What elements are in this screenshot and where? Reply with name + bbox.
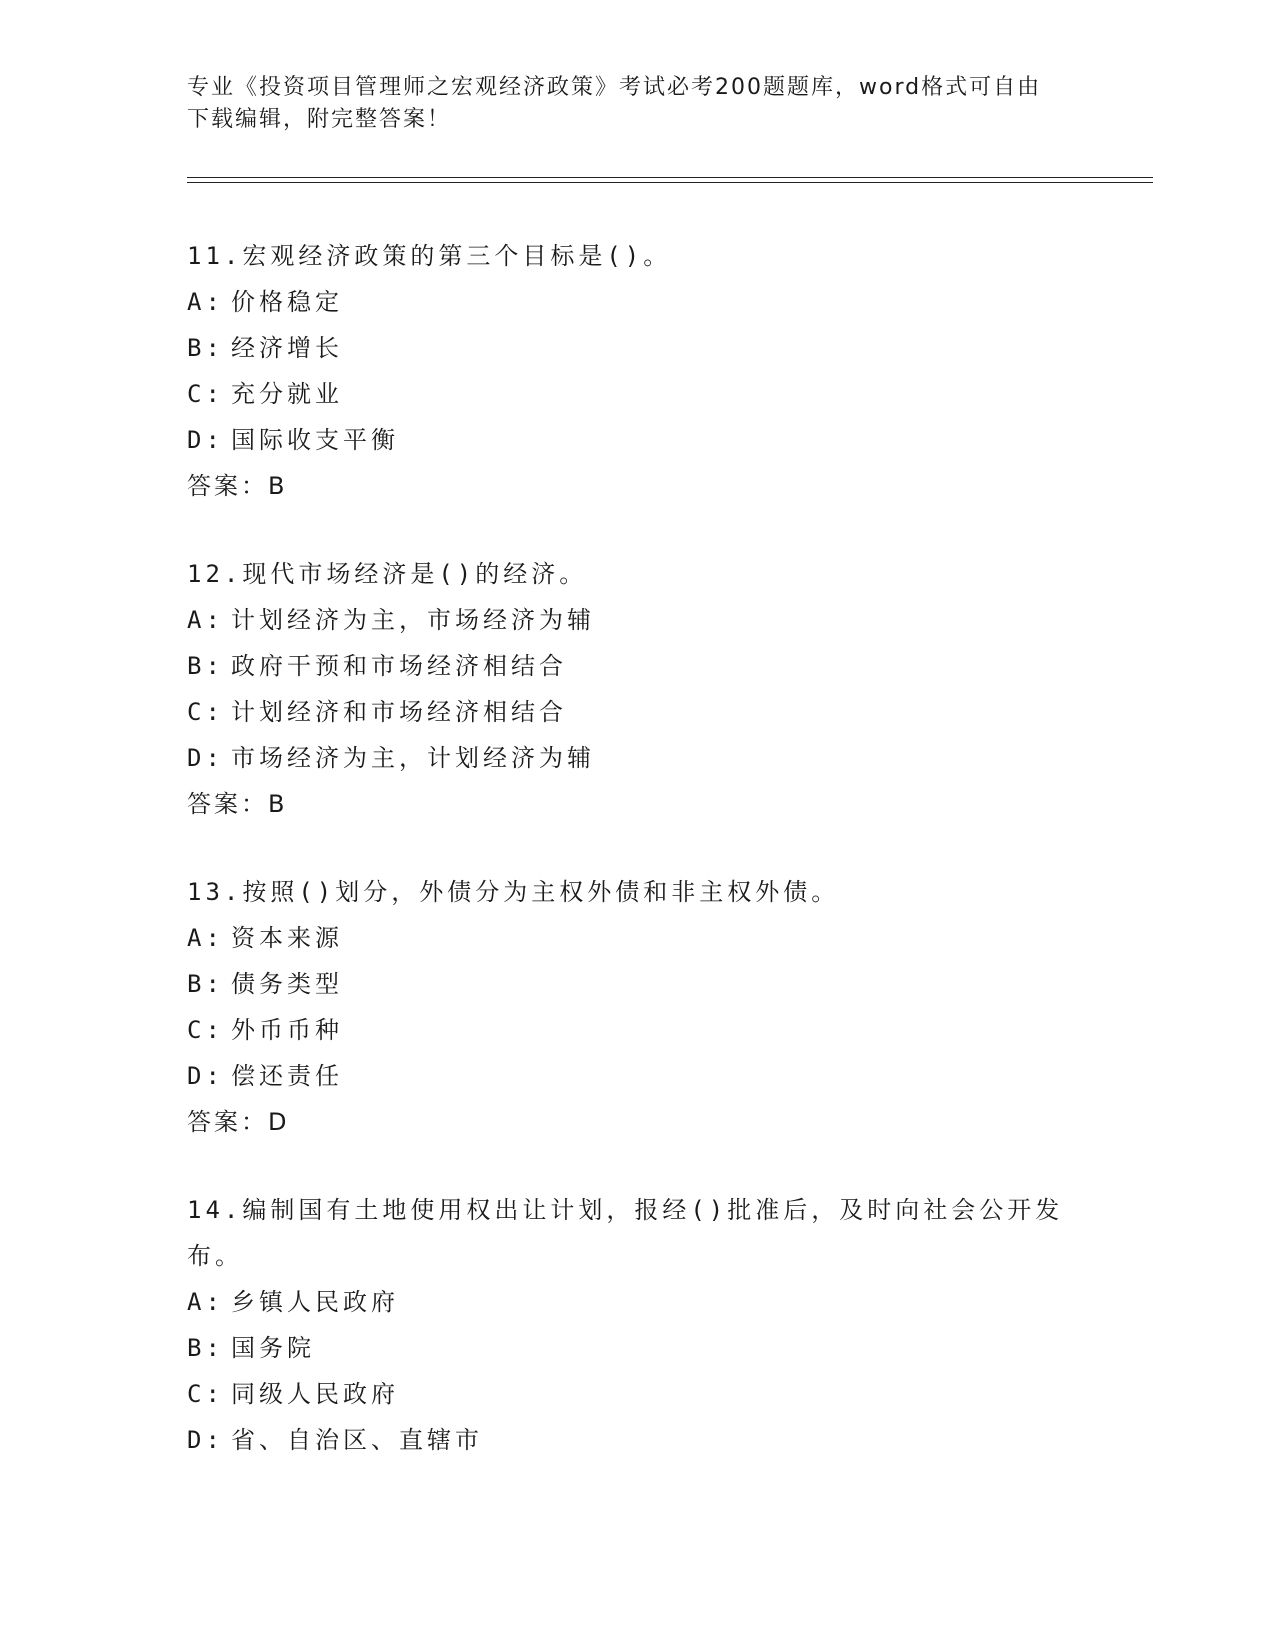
option-text: 政府干预和市场经济相结合 <box>231 652 567 680</box>
option-text: 同级人民政府 <box>231 1380 399 1408</box>
question-title: 11.宏观经济政策的第三个目标是()。 <box>187 242 672 270</box>
option-letter: B: <box>187 970 224 998</box>
option-a <box>187 915 1087 961</box>
option-b <box>187 325 1087 371</box>
option-text: 省、自治区、直辖市 <box>231 1426 483 1454</box>
option-c <box>187 371 1087 417</box>
option-d <box>187 1417 1077 1463</box>
option-letter: A: <box>187 924 224 952</box>
option-text: 市场经济为主，计划经济为辅 <box>231 744 595 772</box>
option-text: 乡镇人民政府 <box>231 1288 399 1316</box>
header-line-2: 下载编辑，附完整答案！ <box>187 107 452 132</box>
question-title: 14.编制国有土地使用权出让计划，报经()批准后，及时向社会公开发布。 <box>187 1196 1064 1270</box>
option-a <box>187 597 1087 643</box>
option-text: 国务院 <box>231 1334 315 1362</box>
option-letter: A: <box>187 288 224 316</box>
option-b <box>187 961 1087 1007</box>
option-text: 外币币种 <box>231 1016 343 1044</box>
question-title: 13.按照()划分，外债分为主权外债和非主权外债。 <box>187 878 840 906</box>
option-letter: B: <box>187 334 224 362</box>
question-13 <box>187 869 1087 1145</box>
option-text: 充分就业 <box>231 380 343 408</box>
option-text: 经济增长 <box>231 334 343 362</box>
option-letter: C: <box>187 380 224 408</box>
question-11 <box>187 233 1087 509</box>
answer-line: 答案：B <box>187 790 288 818</box>
question-12 <box>187 551 1087 827</box>
option-letter: A: <box>187 1288 224 1316</box>
option-letter: D: <box>187 1426 224 1454</box>
header-divider-bottom <box>187 182 1153 183</box>
question-14 <box>187 1187 1077 1463</box>
option-text: 价格稳定 <box>231 288 343 316</box>
option-letter: D: <box>187 1062 224 1090</box>
option-b <box>187 643 1087 689</box>
option-text: 债务类型 <box>231 970 343 998</box>
header-divider-top <box>187 177 1153 178</box>
option-letter: D: <box>187 426 224 454</box>
option-a <box>187 279 1087 325</box>
header-line-1: 专业《投资项目管理师之宏观经济政策》考试必考200题题库，word格式可自由 <box>187 75 1042 100</box>
option-letter: B: <box>187 652 224 680</box>
option-b <box>187 1325 1077 1371</box>
option-text: 计划经济为主，市场经济为辅 <box>231 606 595 634</box>
option-c <box>187 689 1087 735</box>
option-letter: C: <box>187 698 224 726</box>
option-d <box>187 735 1087 781</box>
option-letter: A: <box>187 606 224 634</box>
answer-line: 答案：B <box>187 472 288 500</box>
option-text: 资本来源 <box>231 924 343 952</box>
option-text: 偿还责任 <box>231 1062 343 1090</box>
option-letter: D: <box>187 744 224 772</box>
option-text: 计划经济和市场经济相结合 <box>231 698 567 726</box>
question-title: 12.现代市场经济是()的经济。 <box>187 560 588 588</box>
option-c <box>187 1371 1077 1417</box>
option-letter: B: <box>187 1334 224 1362</box>
option-c <box>187 1007 1087 1053</box>
option-text: 国际收支平衡 <box>231 426 399 454</box>
option-d <box>187 417 1087 463</box>
option-d <box>187 1053 1087 1099</box>
option-a <box>187 1279 1077 1325</box>
option-letter: C: <box>187 1380 224 1408</box>
document-header <box>187 72 1087 136</box>
answer-line: 答案：D <box>187 1108 290 1136</box>
option-letter: C: <box>187 1016 224 1044</box>
